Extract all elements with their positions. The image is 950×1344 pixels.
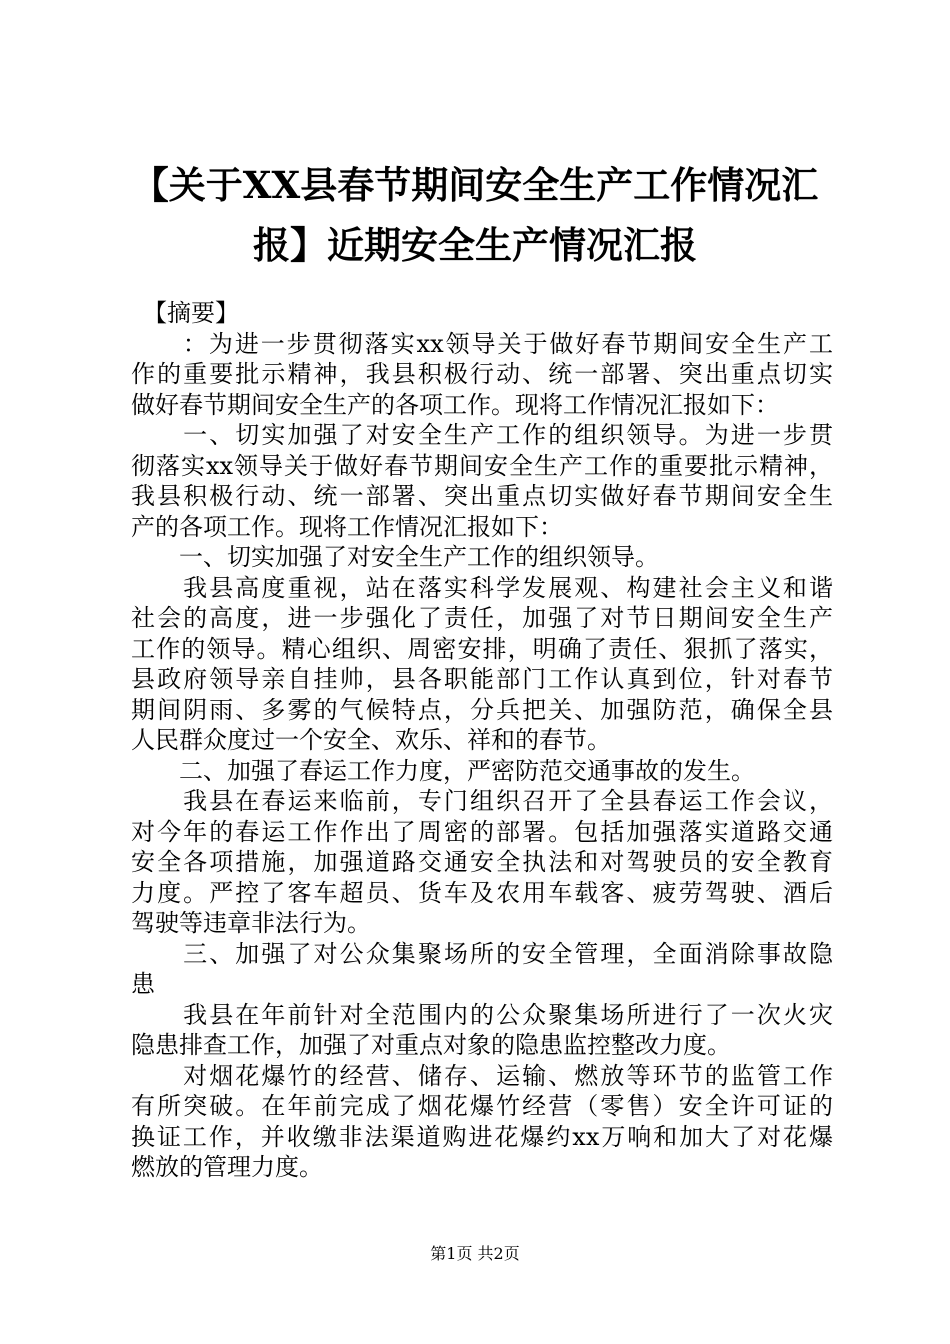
body-line: 我县高度重视，站在落实科学发展观、构建社会主义和谐 bbox=[131, 573, 833, 602]
page-footer: 第1页 共2页 bbox=[430, 1244, 520, 1263]
body-line: 安全各项措施，加强道路交通安全执法和对驾驶员的安全教育 bbox=[131, 848, 833, 876]
body-line: 工作的领导。精心组织、周密安排，明确了责任、狠抓了落实， bbox=[131, 634, 833, 663]
document-title-line-1: 【关于XX县春节期间安全生产工作情况汇 bbox=[131, 163, 819, 207]
body-line: 社会的高度，进一步强化了责任，加强了对节日期间安全生产 bbox=[131, 604, 833, 632]
body-line: 一、切实加强了对安全生产工作的组织领导。为进一步贯 bbox=[131, 421, 833, 449]
body-line: 作的重要批示精神，我县积极行动、统一部署、突出重点切实 bbox=[131, 360, 833, 388]
section-heading: 患 bbox=[131, 970, 155, 998]
section-heading: 二、加强了春运工作力度，严密防范交通事故的发生。 bbox=[131, 756, 755, 785]
body-line: ：为进一步贯彻落实xx领导关于做好春节期间安全生产工 bbox=[131, 329, 833, 358]
body-line: 期间阴雨、多雾的气候特点，分兵把关、加强防范，确保全县 bbox=[131, 695, 833, 724]
body-line: 对今年的春运工作作出了周密的部署。包括加强落实道路交通 bbox=[131, 817, 833, 846]
body-line: 对烟花爆竹的经营、储存、运输、燃放等环节的监管工作 bbox=[131, 1061, 833, 1090]
body-line: 换证工作，并收缴非法渠道购进花爆约xx万响和加大了对花爆 bbox=[131, 1122, 833, 1151]
body-line: 我县在年前针对全范围内的公众聚集场所进行了一次火灾 bbox=[131, 1000, 833, 1029]
body-line: 我县在春运来临前，专门组织召开了全县春运工作会议， bbox=[131, 787, 833, 815]
body-line: 驾驶等违章非法行为。 bbox=[131, 909, 371, 937]
body-line: 做好春节期间安全生产的各项工作。现将工作情况汇报如下： bbox=[131, 390, 779, 419]
body-line: 隐患排查工作，加强了对重点对象的隐患监控整改力度。 bbox=[131, 1031, 731, 1059]
body-line: 燃放的管理力度。 bbox=[131, 1153, 323, 1181]
abstract-heading: 【摘要】 bbox=[131, 299, 239, 327]
body-line: 产的各项工作。现将工作情况汇报如下： bbox=[131, 512, 563, 541]
body-line: 彻落实xx领导关于做好春节期间安全生产工作的重要批示精神， bbox=[131, 451, 833, 480]
section-heading: 三、加强了对公众集聚场所的安全管理，全面消除事故隐 bbox=[131, 939, 833, 968]
body-line: 有所突破。在年前完成了烟花爆竹经营（零售）安全许可证的 bbox=[131, 1092, 833, 1120]
body-line: 我县积极行动、统一部署、突出重点切实做好春节期间安全生 bbox=[131, 482, 833, 510]
section-heading: 一、切实加强了对安全生产工作的组织领导。 bbox=[131, 543, 659, 571]
body-line: 县政府领导亲自挂帅，县各职能部门工作认真到位，针对春节 bbox=[131, 665, 833, 693]
body-line: 人民群众度过一个安全、欢乐、祥和的春节。 bbox=[131, 726, 611, 754]
document-body bbox=[131, 298, 833, 1183]
document-title-line-2: 报】近期安全生产情况汇报 bbox=[253, 223, 697, 267]
body-line: 力度。严控了客车超员、货车及农用车载客、疲劳驾驶、酒后 bbox=[131, 878, 833, 907]
